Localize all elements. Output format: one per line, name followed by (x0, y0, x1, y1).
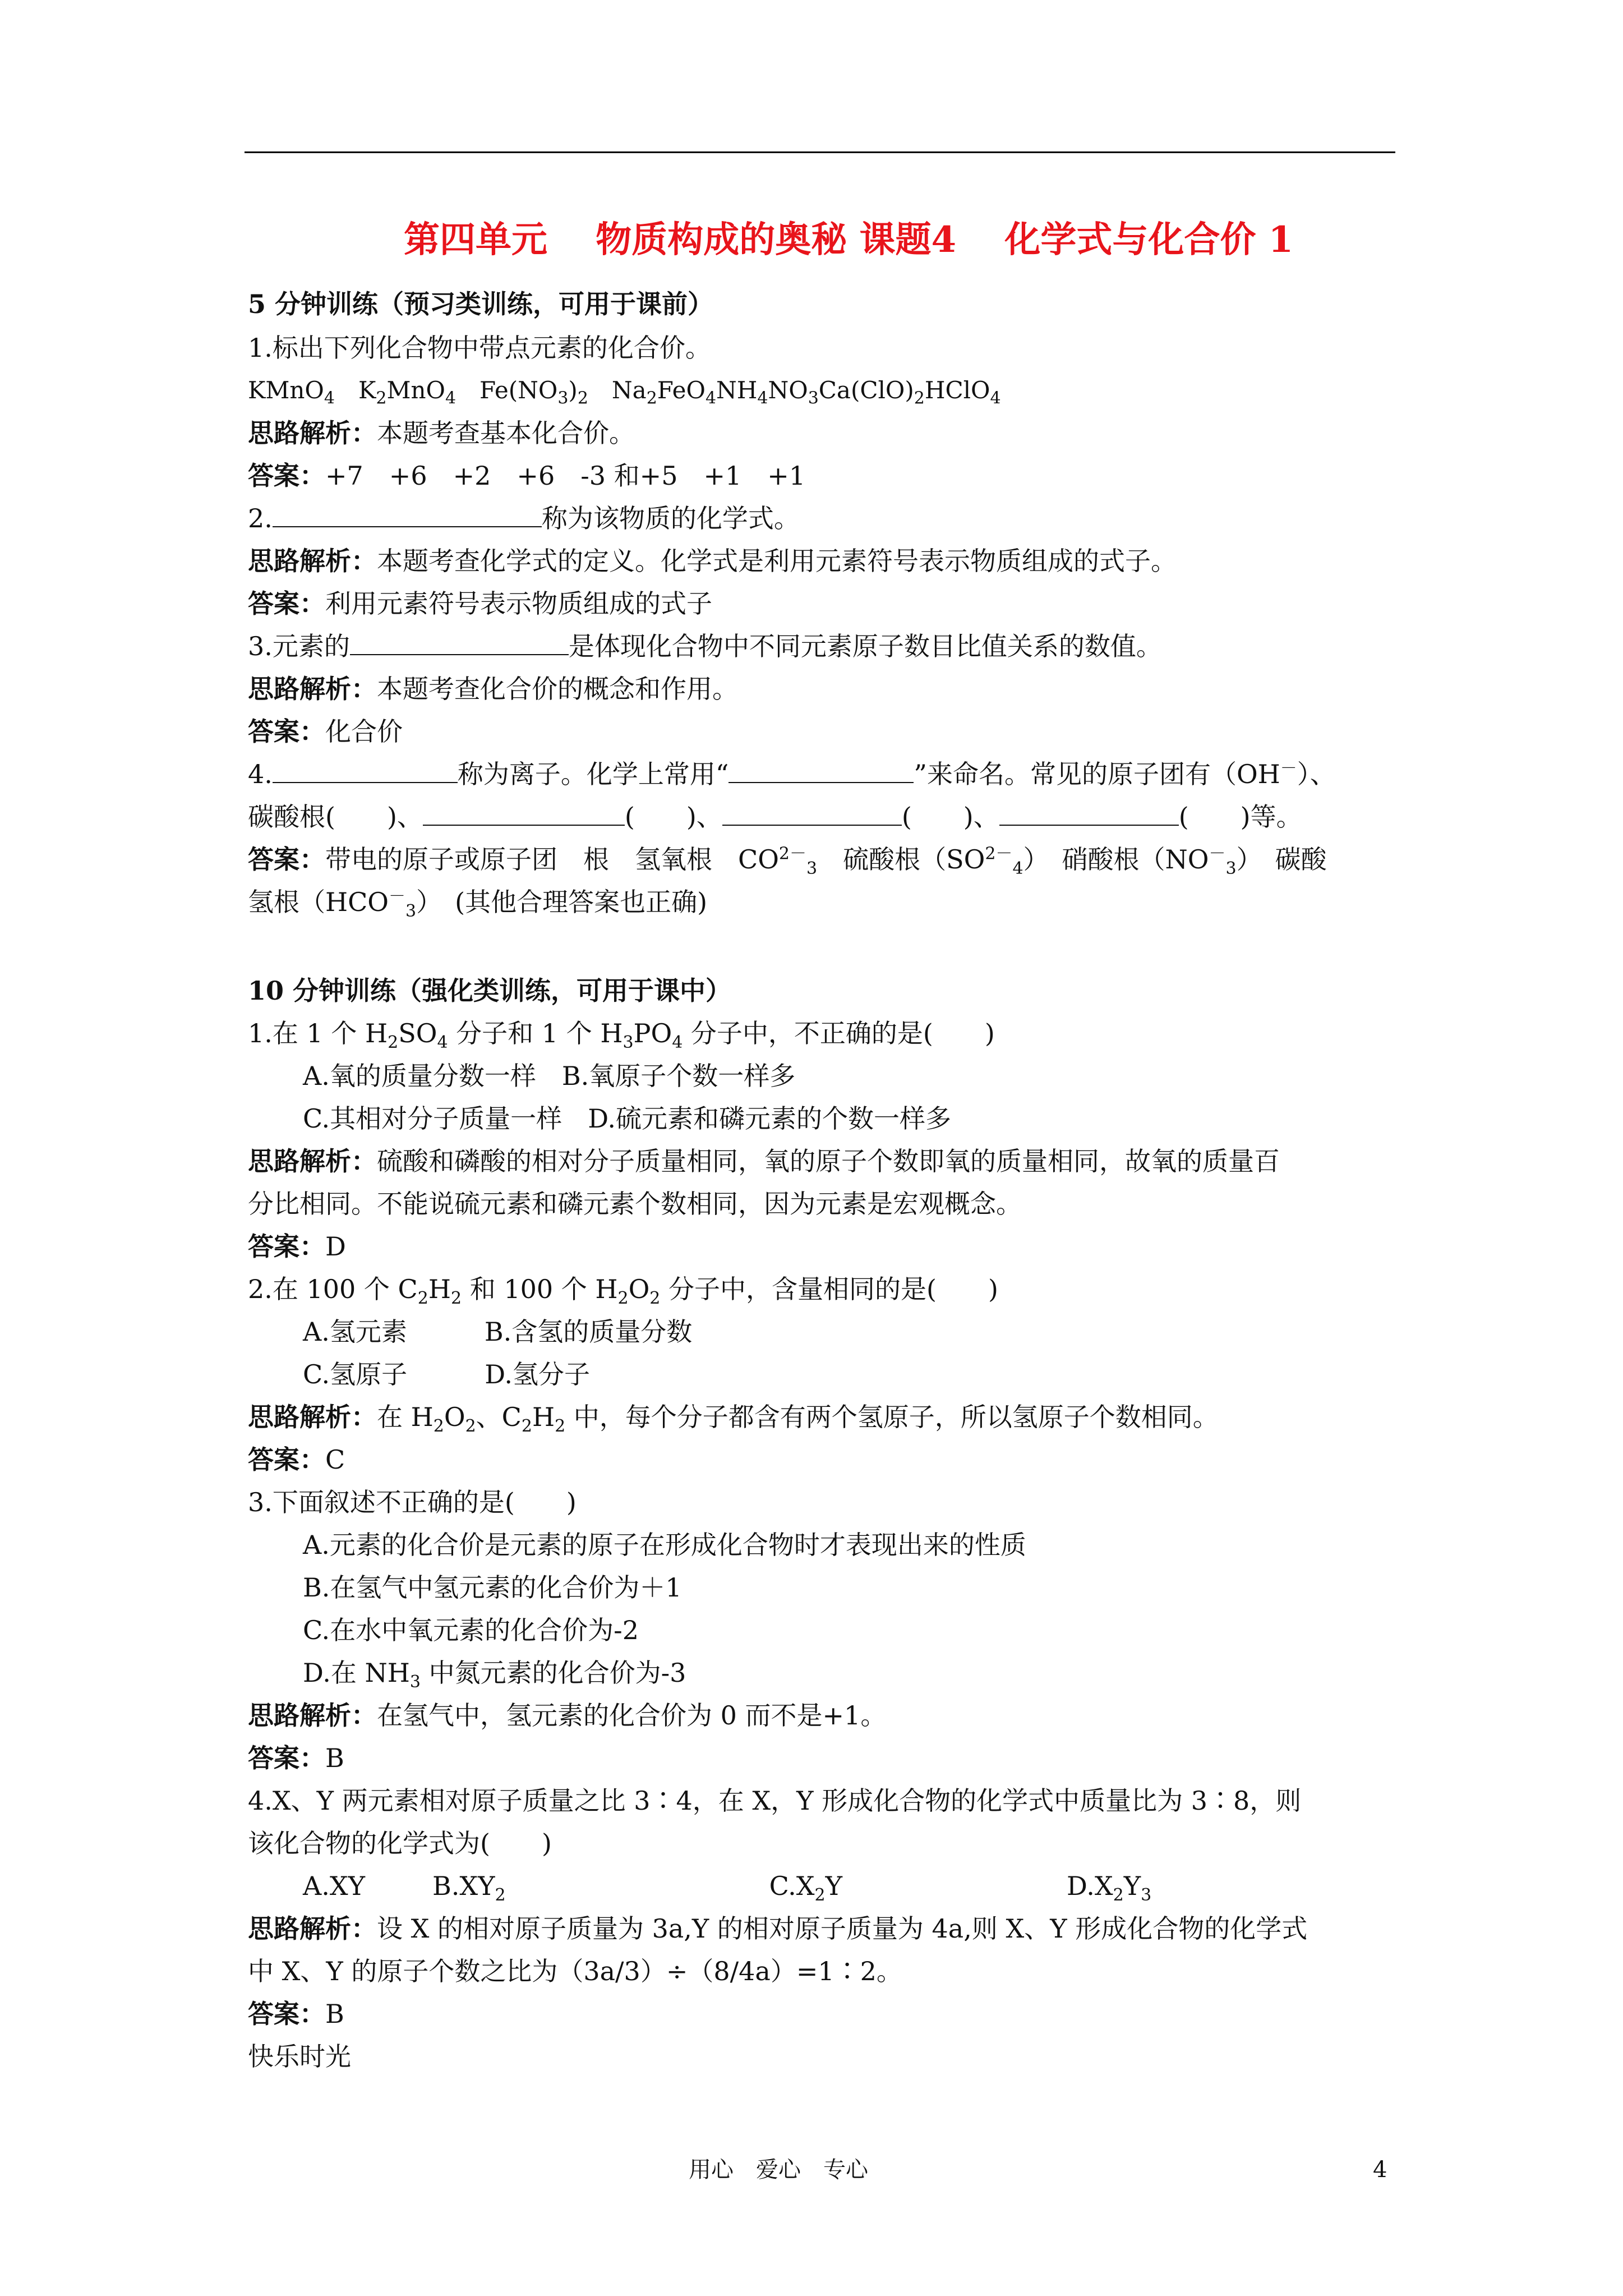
fill-blank[interactable] (722, 800, 902, 826)
s1-q1-stem: 1.标出下列化合物中带点元素的化合价。 (248, 333, 711, 363)
s2-q1-options-cd (303, 1102, 951, 1135)
s2-q4-stem-1: 4.X、Y 两元素相对原子质量之比 3∶4，在 X，Y 形成化合物的化学式中质量比为 3∶8，则 (248, 1786, 1302, 1816)
s2-q3-answer: 答案：B (248, 1743, 344, 1773)
option-a: A.XY (303, 1871, 365, 1901)
s1-q1-answer: 答案：+7 +6 +2 +6 -3 和+5 +1 +1 (248, 461, 806, 491)
s1-q3-stem: 3.元素的 是体现化合物中不同元素原子数目比值关系的数值。 (248, 629, 1162, 663)
s2-q3-stem: 3.下面叙述不正确的是( ) (248, 1487, 577, 1517)
s1-q4-answer-line1: 答案：带电的原子或原子团 根 氢氧根 $CO^{2-}_3$ 硫酸根$(SO^{2-}_4)$ 硝酸根$(NO^-_3)$ 碳酸 (248, 844, 1327, 879)
s2-q1-answer: 答案：D (248, 1231, 346, 1262)
option-a: A.元素的化合价是元素的原子在形成化合物时才表现出来的性质 (303, 1530, 1026, 1560)
s2-q1-options-ab (303, 1059, 795, 1093)
s2-q1-stem: 1.在 1 个 $H_2SO_4$ 分子和 1 个 $H_3PO_4$ 分子中，不正确的是( ) (248, 1018, 995, 1053)
s1-q4-line2: 碳酸根( )、 ( )、 ( )、 ( )等。 (248, 800, 1302, 834)
s2-q2-answer: 答案：C (248, 1444, 345, 1475)
s1-q4-answer-line2: 氢根$(HCO^-_3)$ (其他合理答案也正确) (248, 886, 708, 922)
option-d: D.在 $NH_3$ 中氮元素的化合价为-3 (303, 1658, 686, 1692)
option-b: B.氧原子个数一样多 (561, 1061, 796, 1091)
s2-q4-analysis-2: 中 X、Y 的原子个数之比为（3a/3）÷（8/4a）=1∶2。 (248, 1956, 902, 1986)
closing-heading: 快乐时光 (248, 2041, 351, 2072)
s2-q4-analysis-1: 思路解析：设 X 的相对原子质量为 3a,Y 的相对原子质量为 4a,则 X、Y 形成化合物的化学式 (248, 1913, 1308, 1944)
option-c: C.氢原子 (303, 1359, 408, 1389)
s1-q4-line1: 4. 称为离子。化学上常用“ ”来命名。常见的原子团有（OH－）、 (248, 757, 1336, 791)
s1-q2-stem: 2. 称为该物质的化学式。 (248, 501, 800, 535)
fill-blank[interactable] (423, 800, 625, 826)
s1-q2-analysis: 思路解析：本题考查化学式的定义。化学式是利用元素符号表示物质组成的式子。 (248, 546, 1177, 576)
s1-q1-formulas: KMnO$_4$ $K_2MnO_4$ $Fe(NO_3)_2$ $Na_2FeO_4NH_4NO_3Ca(ClO)_2HClO_4$ (248, 376, 1001, 408)
option-d: $D.X_2Y_3$ (1067, 1871, 1152, 1906)
s1-q3-analysis: 思路解析：本题考查化合价的概念和作用。 (248, 674, 738, 704)
s2-q3-analysis: 思路解析：在氢气中，氢元素的化合价为 0 而不是+1。 (248, 1700, 887, 1731)
s1-q2-answer: 答案：利用元素符号表示物质组成的式子 (248, 588, 712, 619)
option-a: A.氧的质量分数一样 (303, 1061, 536, 1091)
s2-q4-stem-2: 该化合物的化学式为( ) (248, 1828, 552, 1858)
header-rule (245, 151, 1395, 153)
option-a: A.氢元素 (303, 1317, 407, 1347)
option-b: $B.XY_2$ (432, 1871, 506, 1906)
option-d: D.硫元素和磷元素的个数一样多 (588, 1103, 952, 1134)
fill-blank[interactable] (728, 757, 914, 783)
fill-blank[interactable] (350, 629, 569, 655)
section2-heading: 10 分钟训练（强化类训练，可用于课中） (248, 976, 732, 1006)
s1-q1-analysis: 思路解析：本题考查基本化合价。 (248, 418, 635, 448)
option-c: C.其相对分子质量一样 (303, 1103, 562, 1134)
s2-q2-options-cd (303, 1358, 590, 1391)
option-c: C.在水中氧元素的化合价为-2 (303, 1615, 639, 1645)
footer-motto: 用心 爱心 专心 (689, 2157, 868, 2183)
option-b: B.在氢气中氢元素的化合价为＋1 (303, 1572, 682, 1603)
s2-q2-analysis: 思路解析：在 $H_2O_2$、$C_2H_2$ 中，每个分子都含有两个氢原子，所以氢原子个数相同。 (248, 1402, 1219, 1437)
s2-q4-options (303, 1869, 1152, 1906)
s2-q1-analysis-1: 思路解析：硫酸和磷酸的相对分子质量相同，氧的原子个数即氧的质量相同，故氧的质量百 (248, 1146, 1280, 1176)
s1-q3-answer: 答案：化合价 (248, 716, 403, 747)
section1-heading: 5 分钟训练（预习类训练，可用于课前） (248, 289, 714, 319)
s2-q2-stem: 2.在 100 个 $C_2H_2$ 和 100 个 $H_2O_2$ 分子中，含量相同的是( ) (248, 1274, 998, 1309)
fill-blank[interactable] (273, 757, 458, 783)
option-d: D.氢分子 (485, 1359, 591, 1389)
option-c: $C.X_2Y$ (769, 1871, 843, 1906)
page-number: 4 (1373, 2157, 1387, 2183)
s2-q1-analysis-2: 分比相同。不能说硫元素和磷元素个数相同，因为元素是宏观概念。 (248, 1189, 1022, 1219)
option-b: B.含氢的质量分数 (484, 1317, 693, 1347)
s2-q2-options-ab (303, 1315, 692, 1349)
page-title: 第四单元 物质构成的奥秘 课题4 化学式与化合价 1 (404, 219, 1294, 261)
fill-blank[interactable] (273, 501, 542, 527)
s2-q4-answer: 答案：B (248, 1999, 344, 2029)
fill-blank[interactable] (999, 800, 1179, 826)
